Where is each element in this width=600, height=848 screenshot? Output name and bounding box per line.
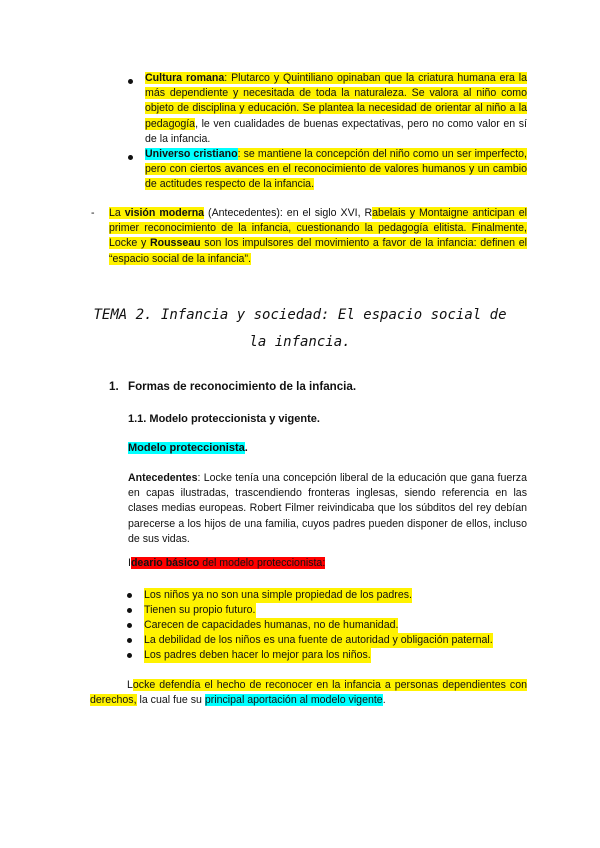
paragraph-cultura-romana bbox=[145, 71, 527, 147]
cultura-romana-text-rest: , le ven cualidades de buenas expectativas, pero no como valor en sí de la infancia. bbox=[145, 117, 527, 145]
vision-moderna-pre: La bbox=[109, 207, 125, 219]
term-universo-cristiano: Universo cristiano bbox=[145, 148, 238, 160]
antecedentes-text: : Locke tenía una concepción liberal de la educación que gana fuerza en capas ilustradas, trascendiendo fronteras inglesas, siendo referencia en las clases medias europeas. Robert Filmer reivindicaba que los súbditos del rey debían parecerse a los hijos de una familia, cuyos padres pueden disponer de ellos, incluso de sus vidas. bbox=[128, 472, 527, 545]
list-item-text: Los padres deben hacer lo mejor para los niños. bbox=[144, 648, 371, 663]
list-item-text: Carecen de capacidades humanas, no de humanidad. bbox=[144, 618, 398, 633]
bullet-dot bbox=[128, 79, 133, 84]
closing-end: . bbox=[382, 694, 386, 707]
dash-marker: - bbox=[91, 207, 95, 219]
model-heading-dot: . bbox=[244, 442, 248, 454]
list-item-text: Tienen su propio futuro. bbox=[144, 603, 256, 618]
term-vision-moderna: visión moderna bbox=[124, 207, 205, 219]
bullet-dot bbox=[128, 155, 133, 160]
section-heading: Formas de reconocimiento de la infancia. bbox=[128, 380, 357, 393]
paragraph-closing bbox=[90, 678, 527, 708]
model-heading bbox=[128, 442, 248, 454]
paragraph-antecedentes bbox=[128, 471, 527, 547]
page-title: TEMA 2. Infancia y sociedad: El espacio social de la infancia. bbox=[93, 307, 507, 350]
bullet-dot bbox=[127, 623, 132, 628]
ideario-pre: I bbox=[128, 557, 131, 569]
ideario-rest: del modelo proteccionista: bbox=[199, 557, 326, 569]
vision-moderna-text-end: son los impulsores del movimiento a favor de la infancia: definen el “espacio social de la infancia”. bbox=[109, 237, 527, 265]
model-heading-text: Modelo proteccionista bbox=[128, 442, 245, 454]
closing-mid: la cual fue su bbox=[136, 694, 205, 707]
list-item-text: Los niños ya no son una simple propiedad de los padres. bbox=[144, 588, 412, 603]
paragraph-vision-moderna bbox=[109, 206, 527, 267]
subsection-heading: 1.1. Modelo proteccionista y vigente. bbox=[128, 413, 320, 425]
ideario-heading bbox=[128, 556, 325, 571]
vision-moderna-mid: (Antecedentes): en el siglo XVI, R bbox=[204, 207, 373, 219]
bullet-dot bbox=[127, 608, 132, 613]
term-cultura-romana: Cultura romana bbox=[145, 72, 225, 84]
cultura-romana-text: : Plutarco y Quintiliano opinaban que la criatura humana era la más dependiente y necesitada de toda la naturaleza. Se valora al niño como objeto de disciplina y educación. Se plantea la necesidad de orientar al niño a la pedagogía bbox=[145, 72, 527, 130]
closing-cyan-highlight: principal aportación al modelo vigente bbox=[204, 694, 383, 707]
section-number: 1. bbox=[109, 380, 119, 393]
term-antecedentes: Antecedentes bbox=[128, 472, 198, 484]
list-item-text: La debilidad de los niños es una fuente de autoridad y obligación paternal. bbox=[144, 633, 493, 648]
closing-pre: L bbox=[127, 679, 133, 691]
universo-cristiano-text: : se mantiene la concepción del niño como un ser imperfecto, pero con ciertos avances en el reconocimiento de valores humanos y un cambio de actitudes respecto de la infancia. bbox=[145, 148, 527, 191]
paragraph-universo-cristiano bbox=[145, 147, 527, 193]
bullet-dot bbox=[127, 653, 132, 658]
term-rousseau: Rousseau bbox=[149, 237, 201, 250]
term-ideario-basico: deario básico bbox=[130, 557, 200, 569]
vision-moderna-text: abelais y Montaigne anticipan el primer reconocimiento de la infancia, cuestionando la pedagogía elitista. Finalmente, Locke y bbox=[109, 207, 528, 250]
bullet-dot bbox=[127, 638, 132, 643]
bullet-dot bbox=[127, 593, 132, 598]
closing-highlight: ocke defendía el hecho de reconocer en la infancia a personas dependientes con derechos, bbox=[90, 679, 527, 707]
